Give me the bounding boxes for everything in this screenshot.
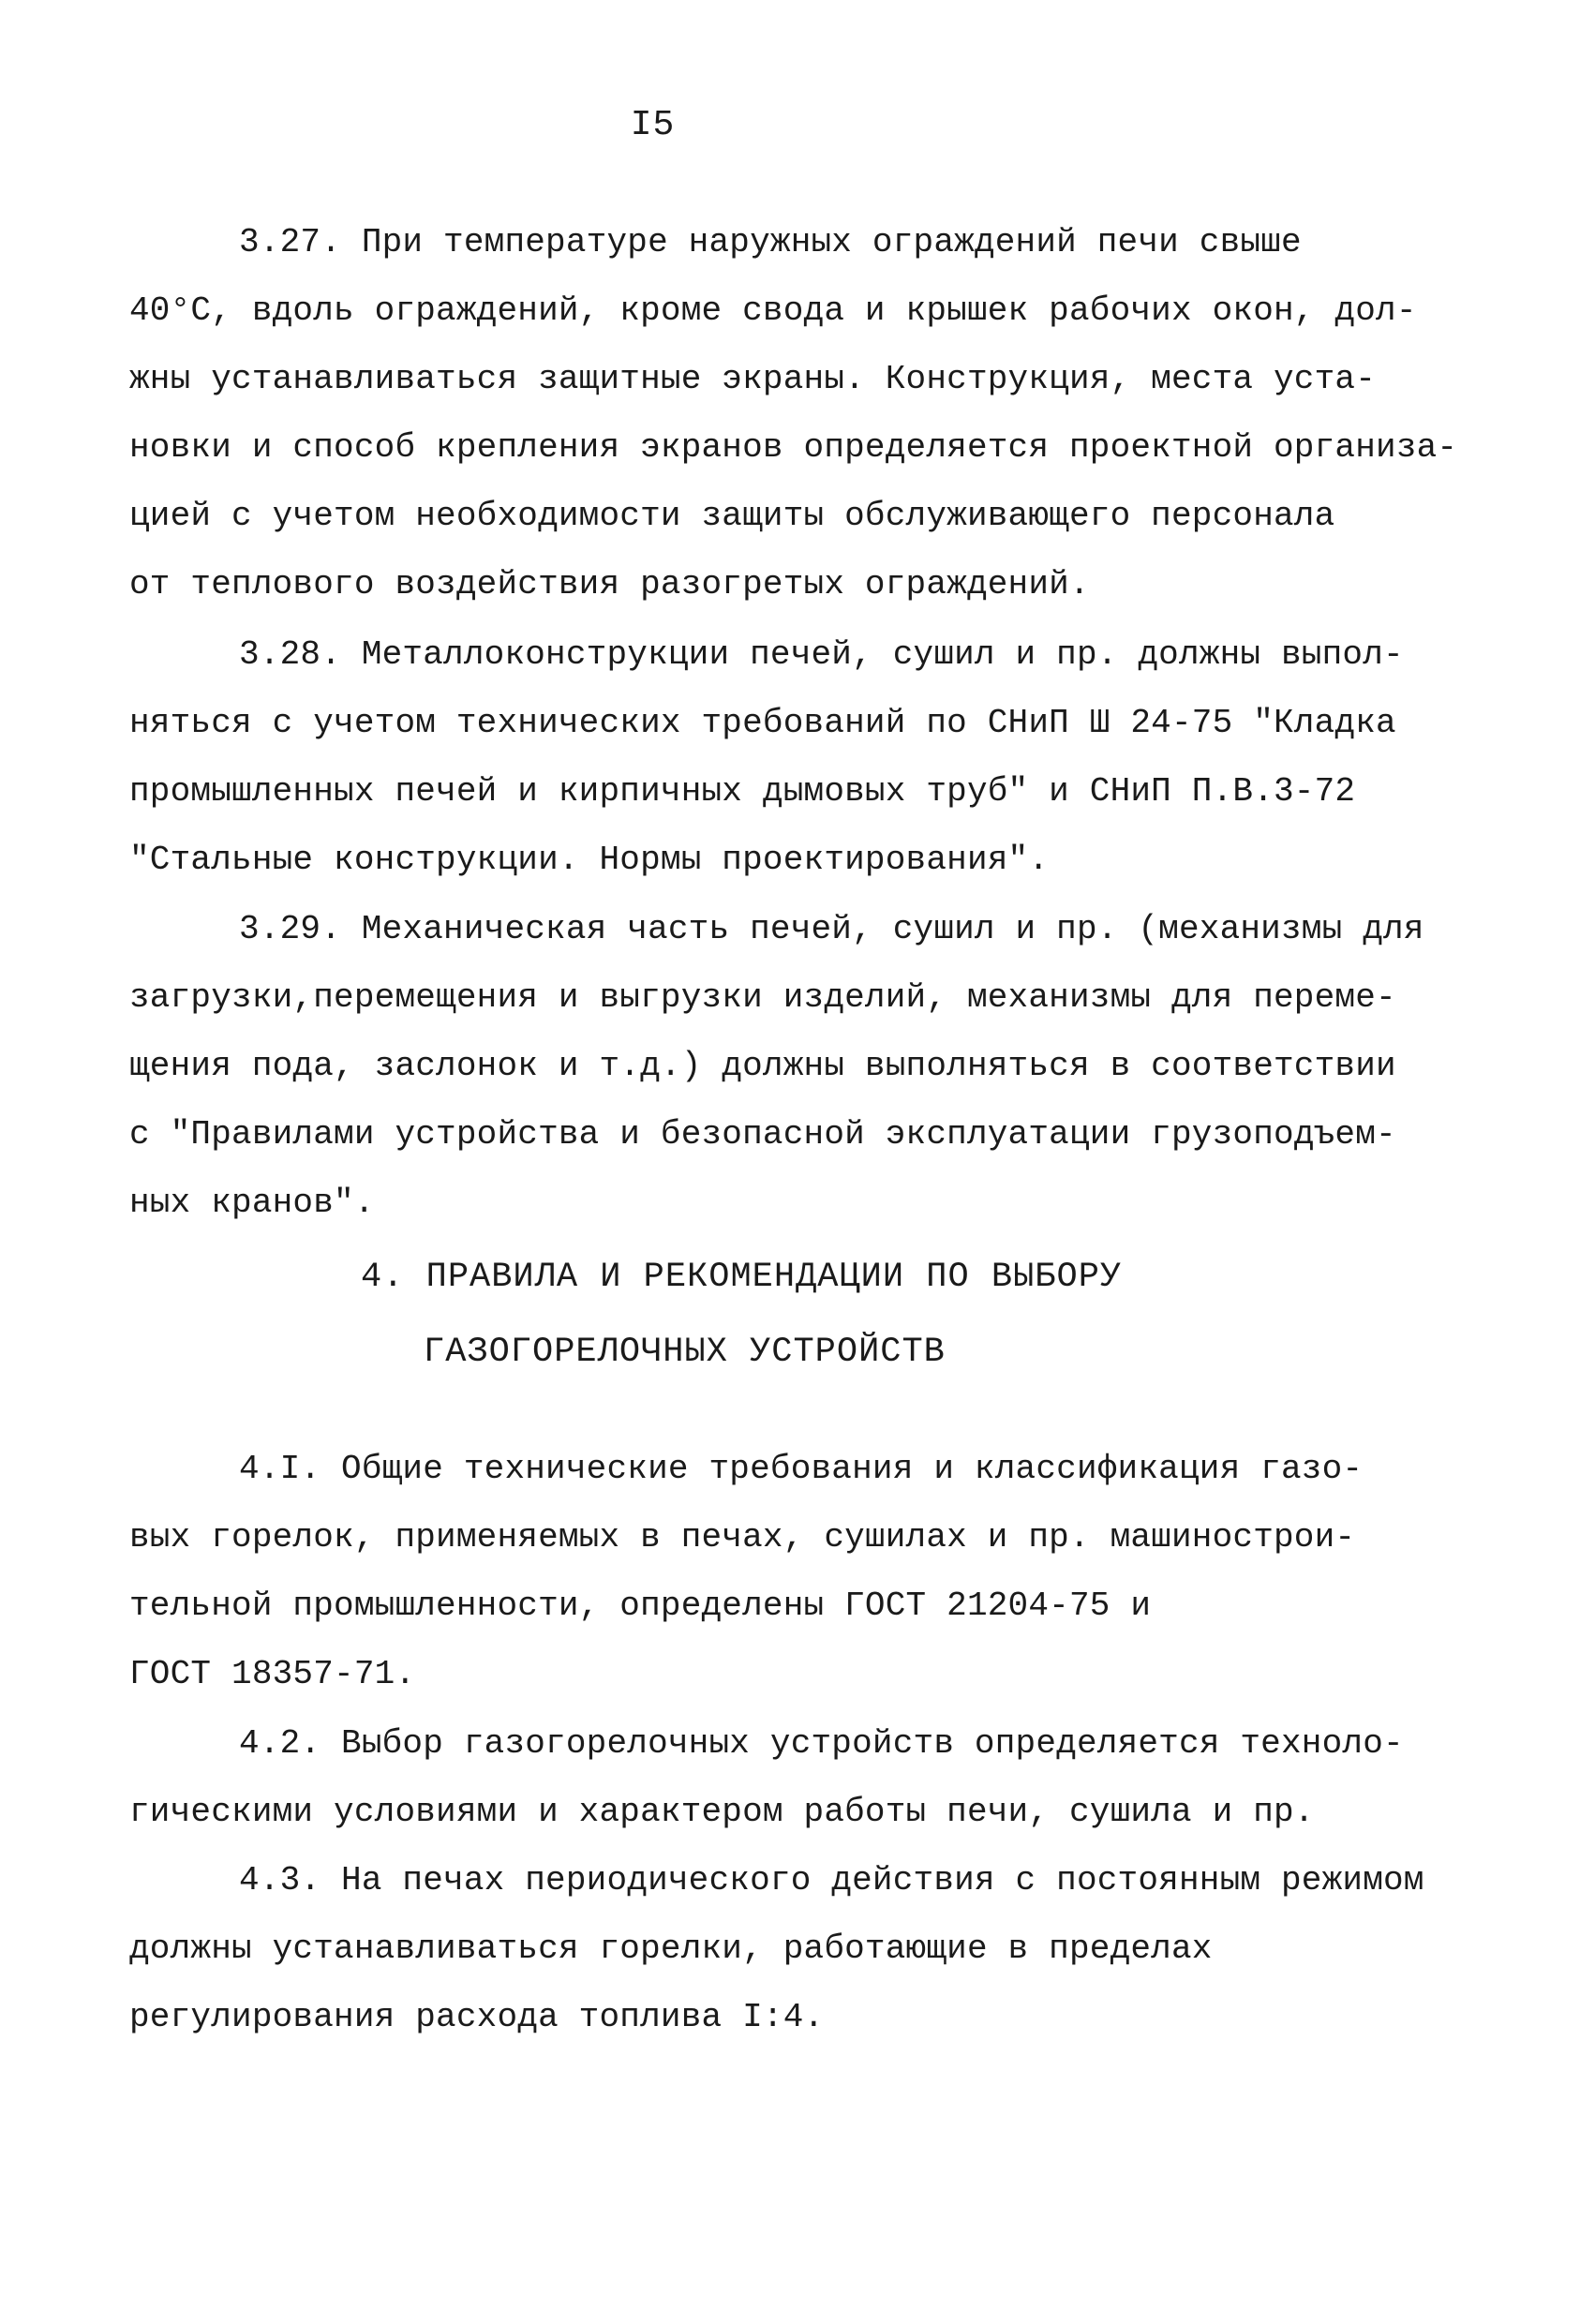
paragraph-line: регулирования расхода топлива I:4. — [129, 1998, 825, 2036]
paragraph-line: загрузки,перемещения и выгрузки изделий, механизмы для переме- — [129, 978, 1396, 1017]
paragraph-line: ных кранов". — [129, 1184, 375, 1222]
paragraph-line: 3.28. Металлоконструкции печей, сушил и пр. должны выпол- — [239, 635, 1404, 674]
paragraph-4-1 — [129, 1435, 1363, 1708]
paragraph-line: ГОСТ 18357-71. — [129, 1655, 416, 1693]
paragraph-line: 4.I. Общие технические требования и классификация газо- — [239, 1450, 1364, 1488]
paragraph-line: промышленных печей и кирпичных дымовых труб" и СНиП П.В.3-72 — [129, 772, 1356, 811]
paragraph-4-3 — [129, 1846, 1424, 2051]
paragraph-line: цией с учетом необходимости защиты обслуживающего персонала — [129, 497, 1335, 535]
paragraph-line: щения пода, заслонок и т.д.) должны выполняться в соответствии — [129, 1047, 1396, 1085]
paragraph-line: с "Правилами устройства и безопасной эксплуатации грузоподъем- — [129, 1115, 1396, 1154]
paragraph-3-28 — [129, 620, 1404, 894]
paragraph-line: 3.27. При температуре наружных ограждений печи свыше — [239, 223, 1302, 261]
paragraph-line: тельной промышленности, определены ГОСТ 21204-75 и — [129, 1587, 1152, 1625]
paragraph-line: новки и способ крепления экранов определяется проектной организа- — [129, 428, 1458, 467]
paragraph-line: няться с учетом технических требований по СНиП Ш 24-75 "Кладка — [129, 704, 1396, 742]
paragraph-line: жны устанавливаться защитные экраны. Конструкция, места уста- — [129, 360, 1377, 398]
paragraph-line: должны устанавливаться горелки, работающие в пределах — [129, 1929, 1213, 1968]
page-number: I5 — [630, 105, 676, 145]
paragraph-3-29 — [129, 895, 1424, 1237]
section-heading-line-1: 4. ПРАВИЛА И РЕКОМЕНДАЦИИ ПО ВЫБОРУ — [361, 1258, 1123, 1297]
paragraph-line: 4.3. На печах периодического действия с постоянным режимом — [239, 1861, 1424, 1899]
paragraph-line: гическими условиями и характером работы печи, сушила и пр. — [129, 1793, 1315, 1831]
paragraph-line: от теплового воздействия разогретых ограждений. — [129, 565, 1090, 603]
paragraph-line: вых горелок, применяемых в печах, сушилах и пр. машинострои- — [129, 1518, 1356, 1557]
paragraph-line: 4.2. Выбор газогорелочных устройств определяется техноло- — [239, 1724, 1404, 1763]
paragraph-line: 3.29. Механическая часть печей, сушил и пр. (механизмы для — [239, 910, 1424, 948]
paragraph-line: "Стальные конструкции. Нормы проектирования". — [129, 841, 1050, 879]
paragraph-3-27 — [129, 208, 1457, 618]
section-heading-line-2: ГАЗОГОРЕЛОЧНЫХ УСТРОЙСТВ — [424, 1333, 946, 1372]
paragraph-4-2 — [129, 1709, 1404, 1846]
paragraph-line: 40°С, вдоль ограждений, кроме свода и крышек рабочих окон, дол- — [129, 291, 1417, 330]
